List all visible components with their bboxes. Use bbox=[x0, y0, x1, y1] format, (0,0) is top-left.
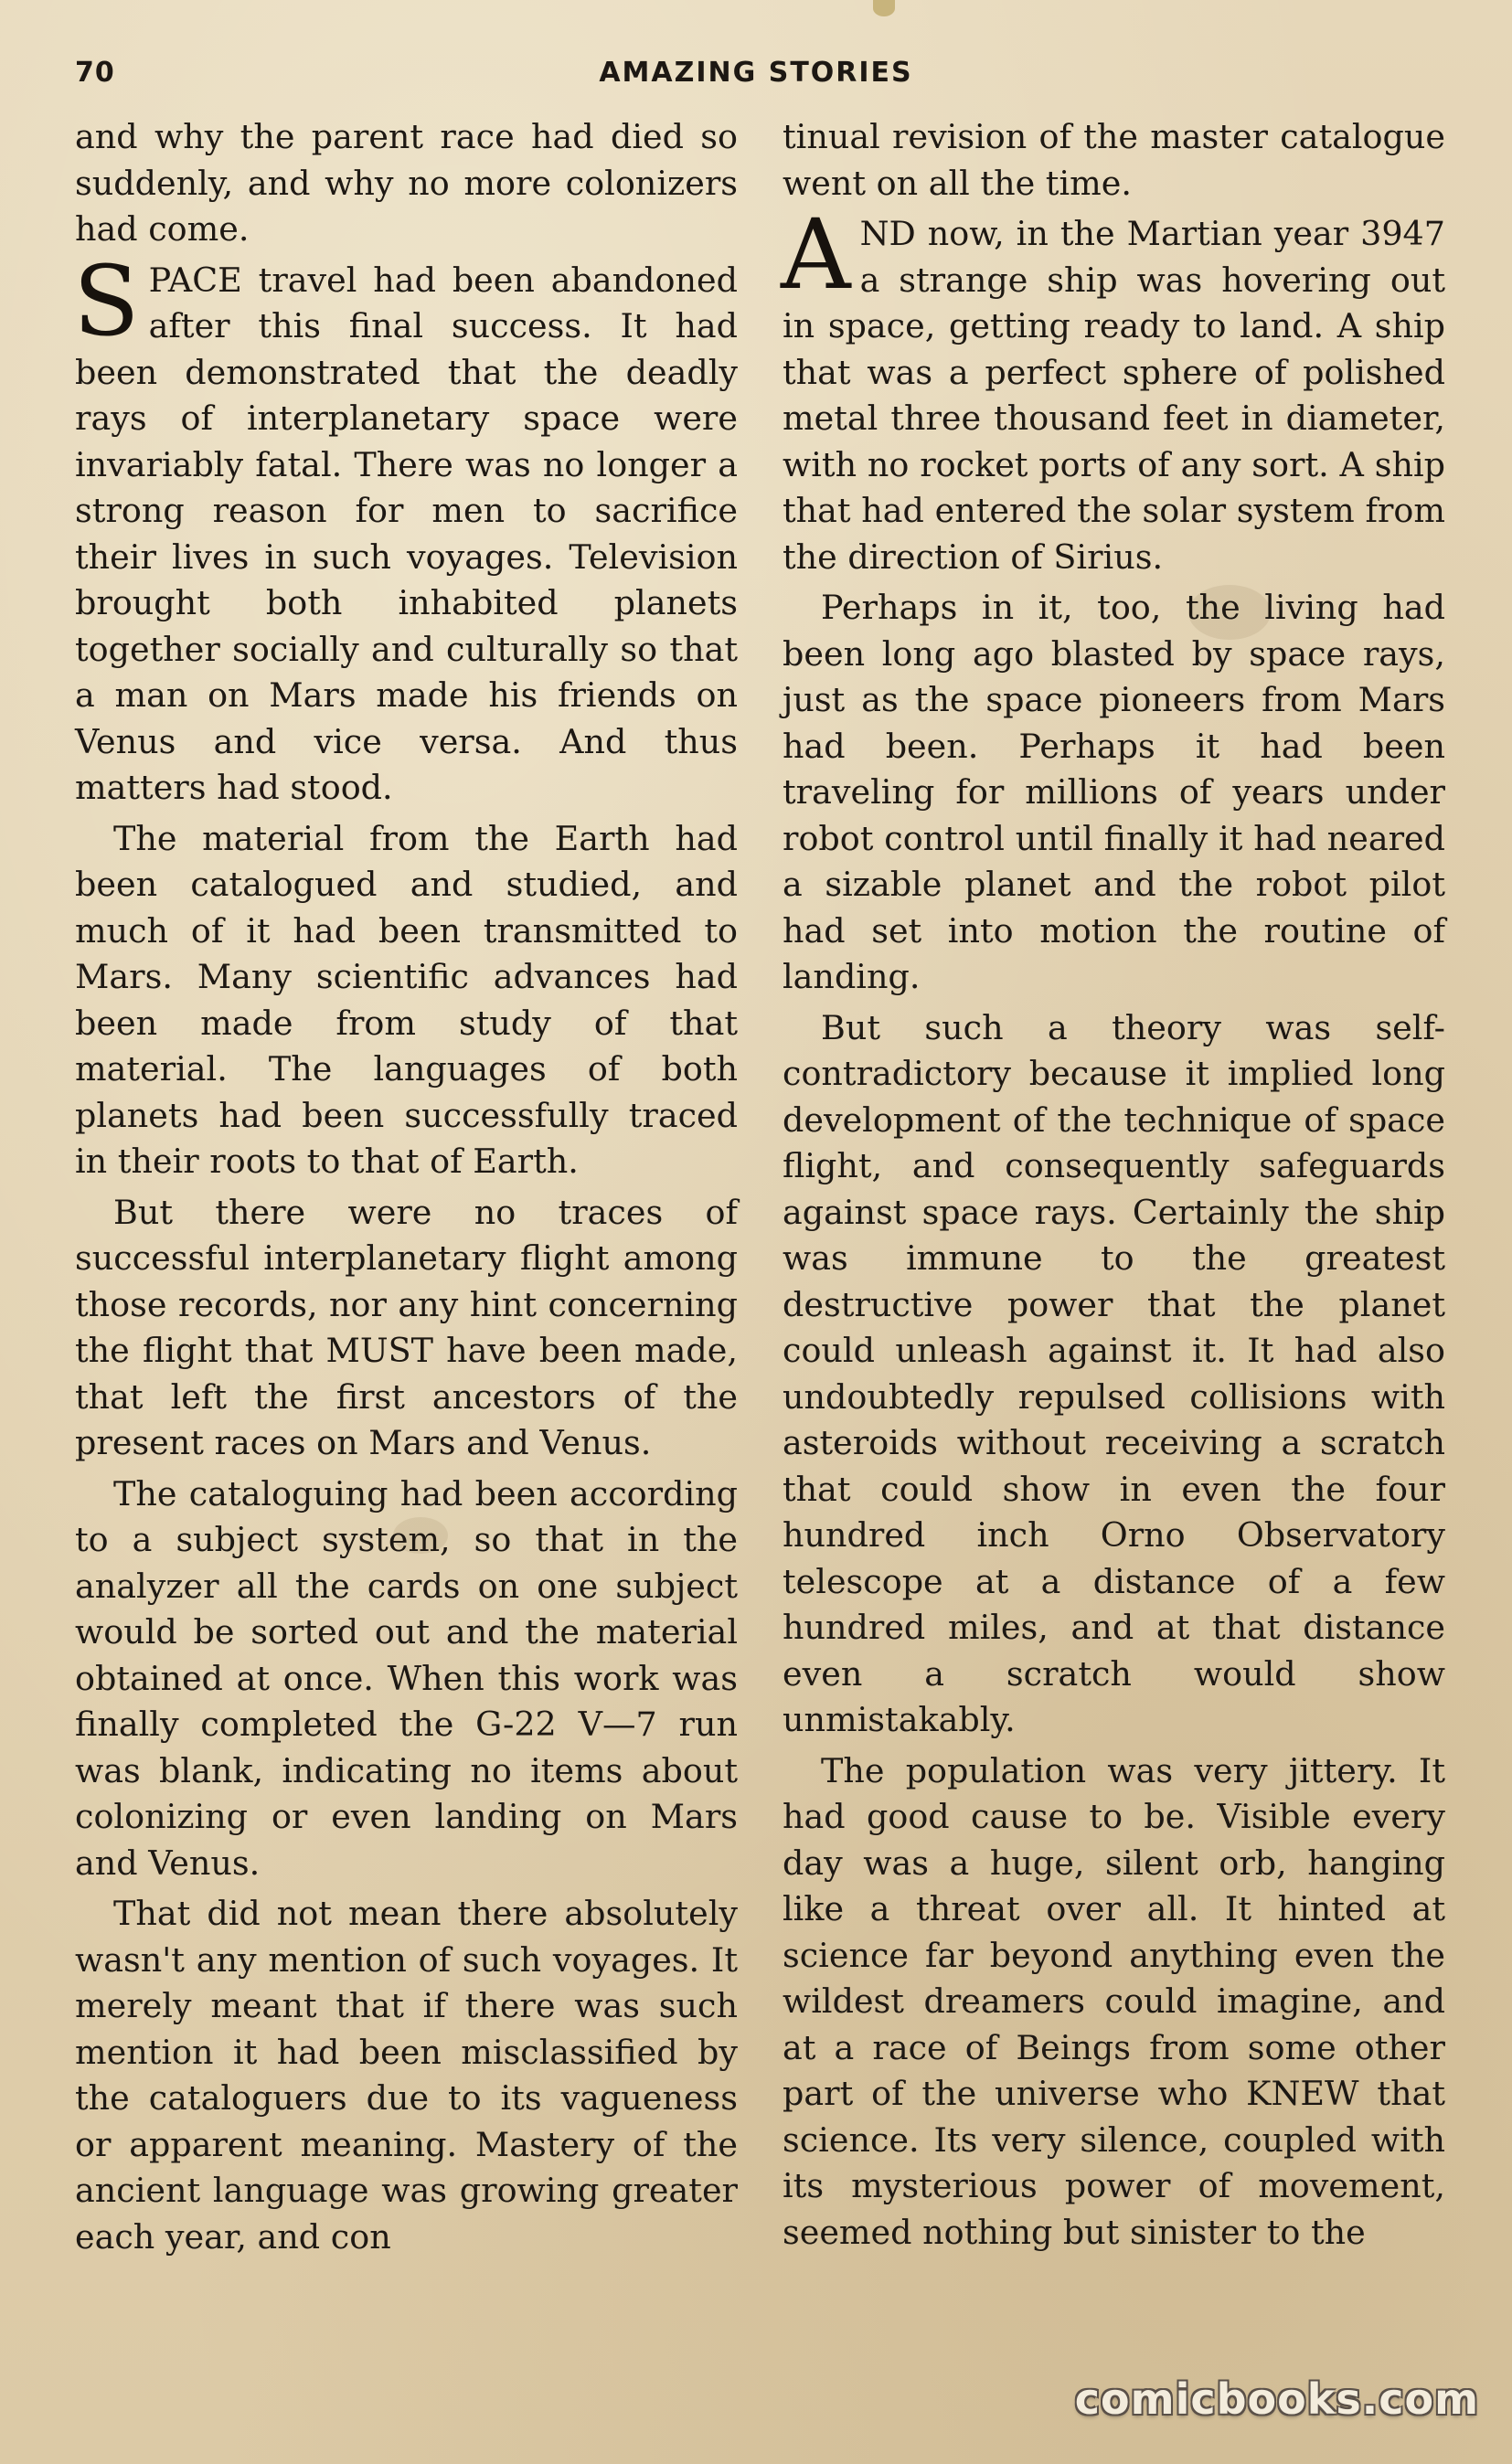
paragraph: But such a theory was self-contradictory because it implied long development of the technique of space flight, and consequently safeguards against space rays. Certainly the ship was immune to the greatest destructive power that the planet could unleash against it. It had also undoubtedly repulsed collisions with asteroids without receiving a scratch that could show in even the four hundred inch Orno Observatory telescope at a distance of a few hundred miles, and at that distance even a scratch would show unmistakably. bbox=[783, 1007, 1445, 1739]
watermark: comicbooks.com bbox=[1074, 2374, 1479, 2424]
paragraph: The population was very jittery. It had good cause to be. Visible every day was a huge, silent orb, hanging like a threat over all. It hinted at science far beyond anything even the wildest dreamers could imagine, and at a race of Beings from some other part of the universe who KNEW that science. Its very silence, coupled with its mysterious power of movement, seemed nothing but sinister to the bbox=[783, 1750, 1445, 2252]
paragraph-dropcap bbox=[73, 244, 738, 812]
paragraph-dropcap bbox=[781, 198, 1445, 580]
paragraph: The cataloguing had been according to a subject system, so that in the analyzer all the cards on one subject would be sorted out and the material obtained at once. When this work was finally completed the G-22 V—7 run was blank, indicating no items about colonizing or even landing on Mars and Venus. bbox=[75, 1473, 738, 1883]
drop-cap: A bbox=[781, 198, 851, 311]
page-number: 70 bbox=[75, 57, 115, 89]
left-column bbox=[75, 114, 738, 2265]
page-header bbox=[75, 57, 1437, 102]
paragraph: But there were no traces of successful interplanetary flight among those records, nor any hint concerning the flight that MUST have been made, that left the first ancestors of the present races on Mars and Venus. bbox=[75, 1192, 738, 1462]
right-column bbox=[783, 114, 1445, 2260]
paragraph-text: PACE travel had been abandoned after this final success. It had been demonstrated that the deadly rays of interplanetary space were invariably fatal. There was no longer a strong reason for men to sacrifice their lives in such voyages. Television brought both inhabited planets together socially and culturally so that a man on Mars made his friends on Venus and vice versa. And thus matters had stood. bbox=[75, 260, 738, 807]
paragraph-text: ND now, in the Martian year 3947 a strange ship was hovering out in space, getting ready to land. A ship that was a perfect sphere of polished metal three thousand feet in diameter, with no rocket ports of any sort. A ship that had entered the solar system from the direction of Sirius. bbox=[783, 214, 1445, 577]
print-mark bbox=[873, 0, 895, 16]
paragraph: Perhaps in it, too, the living had been long ago blasted by space rays, just as the space pioneers from Mars had been. Perhaps it had been traveling for millions of years under robot control until finally it had neared a sizable planet and the robot pilot had set into motion the routine of landing. bbox=[783, 588, 1445, 996]
running-head: AMAZING STORIES bbox=[599, 57, 913, 89]
drop-cap: S bbox=[73, 244, 140, 357]
paragraph: tinual revision of the master catalogue went on all the time. bbox=[783, 117, 1445, 203]
paragraph: That did not mean there absolutely wasn't any mention of such voyages. It merely meant that if there was such mention it had been misclassified by the cataloguers due to its vagueness or apparent meaning. Mastery of the ancient language was growing greater each year, and con bbox=[75, 1894, 738, 2257]
paragraph: The material from the Earth had been catalogued and studied, and much of it had been transmitted to Mars. Many scientific advances had been made from study of that material. The languages of both planets had been successfully traced in their roots to that of Earth. bbox=[75, 818, 738, 1181]
paragraph: and why the parent race had died so suddenly, and why no more colonizers had come. bbox=[75, 117, 738, 249]
